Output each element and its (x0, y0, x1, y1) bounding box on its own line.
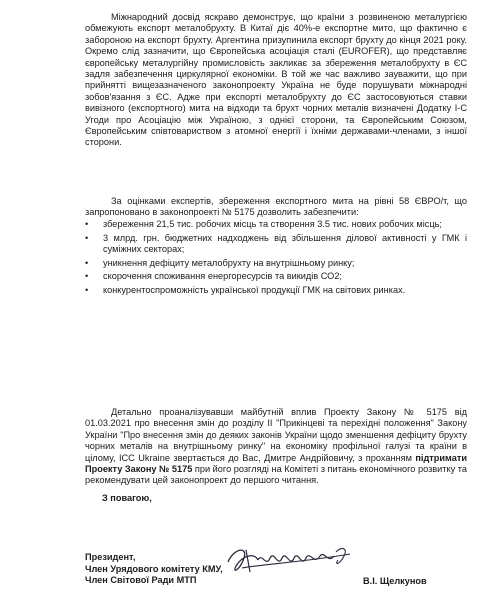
signatory-title-line: Президент, (85, 552, 136, 562)
bullet-icon: • (85, 271, 89, 282)
list-item (85, 271, 467, 282)
list-item-text: скорочення споживання енергоресурсів та викидів СО2; (103, 271, 342, 282)
handwritten-signature (224, 542, 356, 582)
bullet-icon: • (85, 219, 89, 229)
bullet-icon: • (85, 232, 89, 243)
paragraph-text (85, 407, 467, 487)
list-item-text: 3 млрд. грн. бюджетних надходжень від збільшення ділової активності у ГМК і суміжних секторах; (103, 232, 467, 254)
bullet-icon: • (85, 257, 89, 268)
request-text-start: Детально проаналізувавши майбутній вплив Проекту Закону № 5175 від 01.03.2021 про внесення змін до розділу ІІ "Прикінцеві та перехідні положення" Закону України "Про внесення змін до деяких законів України щодо зменшення дефіциту брухту чорних металів на внутрішньому ринку" на економіку профільної галузі та країни в цілому, ICC Ukraine звертається до Вас, Дмитре Андрійовичу, з проханням (85, 407, 467, 463)
list-item-text: уникнення дефіциту металобрухту на внутрішньому ринку; (103, 257, 355, 268)
signatory-title-line: Член Світової Ради МТП (85, 575, 197, 586)
list-item (85, 233, 467, 256)
paragraph-request (85, 407, 467, 487)
signatory-name: В.І. Щелкунов (363, 576, 427, 586)
closing-phrase: З повагою, (102, 493, 152, 503)
request-emphasis: підтримати Проекту Закону № 5175 (85, 452, 467, 475)
paragraph-international-experience (85, 12, 467, 149)
paragraph-text: Міжнародний досвід яскраво демонструє, що країни з розвиненою металургією обмежують експорт металобрухту. В Китаї діє 40%-е експортне мито, що фактично є забороною на експорт брухту. Аргентина призупинила експорт брухту до кінця 2021 року. Окремо слід зазначити, що Європейська асоціація сталі (EUROFER), що представляє європейську металургійну промисловість закликає за збереження металобрухту в ЄС задля забезпечення циркулярної економіки. В той же час важливо зауважити, що при прийнятті вищезазначеного законопроекту Україна не буде порушувати міжнародні зобов'язання з ЄС. Адже при експорті металобрухту до ЄС застосовуються ставки вивізного (експортного) мита на відходи та брухт чорних металів визначені Додатку І-С Угоди про Асоціацію між Україною, з однієї сторони, та Європейським Союзом, Європейським співтовариством з атомної енергії і їхніми державами-членами, з іншої сторони. (85, 12, 467, 148)
paragraph-expert-estimates (85, 196, 467, 219)
bullet-icon: • (85, 284, 89, 295)
signatory-titles (85, 552, 223, 587)
benefits-list (85, 219, 467, 298)
list-item-text: конкурентоспроможність української продукції ГМК на світових ринках. (103, 284, 406, 295)
request-text-end: при його розгляді на Комітеті з питань економічного розвитку та рекомендувати цей законопроект до першого читання. (85, 464, 467, 486)
list-item-text: збереження 21,5 тис. робочих місць та створення 3.5 тис. нових робочих місць; (103, 219, 442, 229)
list-item (85, 285, 467, 296)
signatory-title-line: Член Урядового комітету КМУ, (85, 563, 223, 574)
list-item (85, 219, 467, 230)
paragraph-text: За оцінками експертів, збереження експортного мита на рівні 58 ЄВРО/т, що запропоновано в законопроекті № 5175 дозволить забезпечити: (85, 196, 467, 218)
list-item (85, 258, 467, 269)
